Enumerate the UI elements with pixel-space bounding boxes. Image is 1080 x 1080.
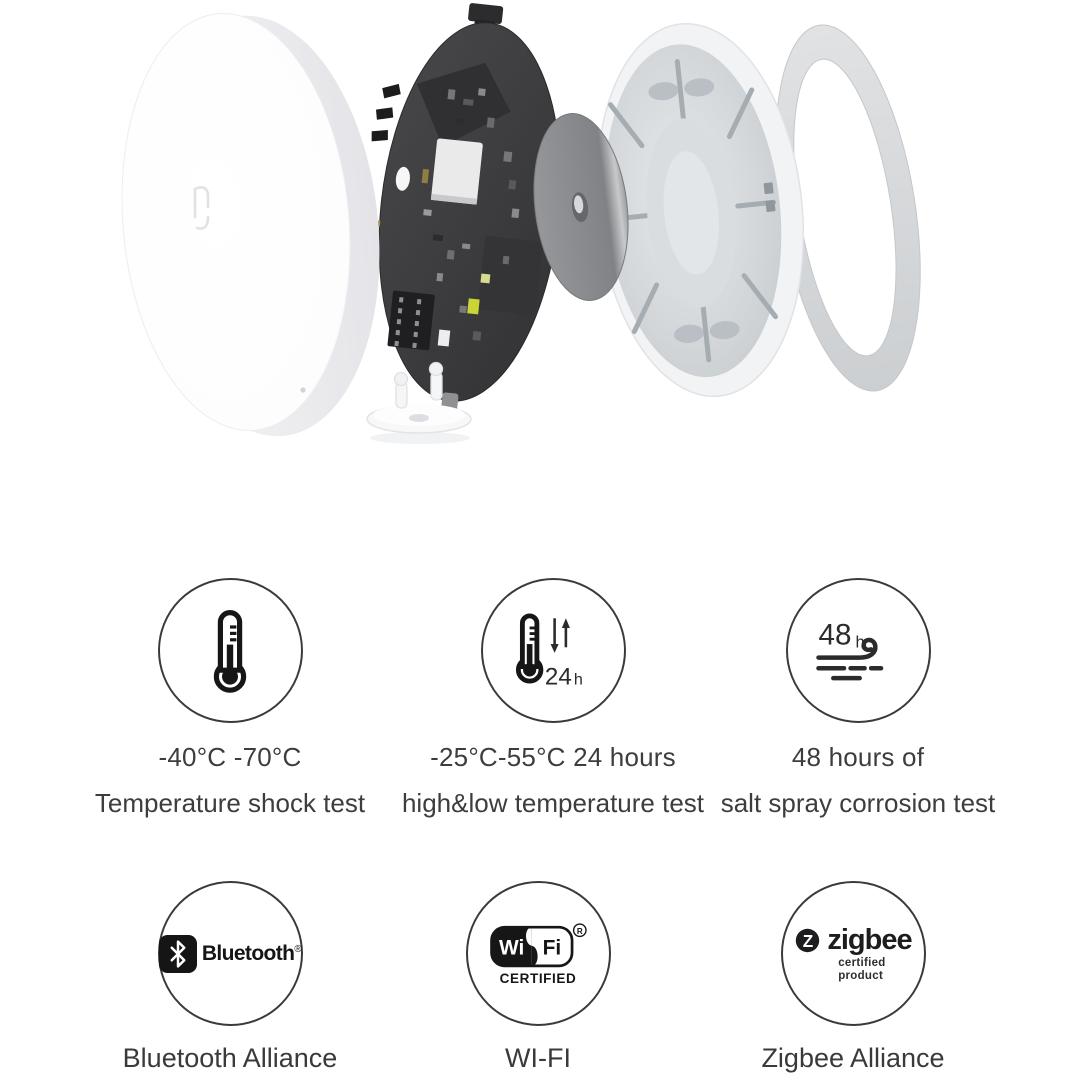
exploded-device-view (0, 0, 1080, 470)
cert-label: Zigbee Alliance (761, 1043, 945, 1073)
icon-duration-value: 48 (818, 617, 852, 651)
feature-salt-spray (668, 578, 1048, 819)
wifi-certified-text: CERTIFIED (499, 971, 577, 986)
registered-mark: R (576, 926, 583, 936)
zigbee-certified-line1: certified (838, 956, 886, 969)
device-case (105, 4, 399, 448)
zigbee-certified-line2: product (838, 970, 884, 982)
cycle-arrows (551, 618, 570, 653)
cert-label: WI-FI (505, 1043, 571, 1073)
wifi-badge (466, 881, 611, 1026)
bluetooth-wordmark-text: Bluetooth (201, 941, 295, 965)
zigbee-certified-text (838, 957, 885, 983)
high-low-temperature-badge (481, 578, 626, 723)
registered-mark: ® (294, 943, 302, 955)
zigbee-logo (794, 927, 821, 954)
icon-duration-unit: h (855, 633, 865, 652)
bluetooth-badge (158, 881, 303, 1026)
temperature-shock-badge (158, 578, 303, 723)
bluetooth-logo (159, 935, 197, 973)
thermometer-icon (190, 606, 270, 696)
feature-caption: high&low temperature test (401, 788, 705, 818)
zigbee-wordmark: zigbee (827, 923, 912, 956)
icon-duration-unit: h (573, 670, 583, 689)
connector (387, 290, 435, 350)
salt-spray-wind-icon (807, 608, 909, 694)
case-led-hole (300, 387, 305, 392)
zigbee-badge (781, 881, 926, 1026)
bluetooth-wordmark (202, 942, 301, 966)
zigbee-mark: Z (803, 931, 814, 951)
wifi-certified-logo (489, 921, 587, 969)
thermometer-cycle-icon (503, 607, 603, 694)
wifi-wordmark-right: Fi (542, 936, 562, 960)
icon-duration-value: 24 (544, 663, 572, 691)
feature-caption: salt spray corrosion test (720, 788, 996, 818)
cert-zigbee (663, 881, 1043, 1074)
feature-caption: Temperature shock test (94, 788, 366, 818)
feature-value: -25°C-55°C 24 hours (430, 742, 676, 772)
feature-value: -40°C -70°C (158, 742, 302, 772)
cert-label: Bluetooth Alliance (122, 1043, 338, 1073)
wifi-wordmark-left: Wi (499, 936, 525, 960)
salt-spray-badge (786, 578, 931, 723)
feature-value: 48 hours of (791, 742, 925, 772)
